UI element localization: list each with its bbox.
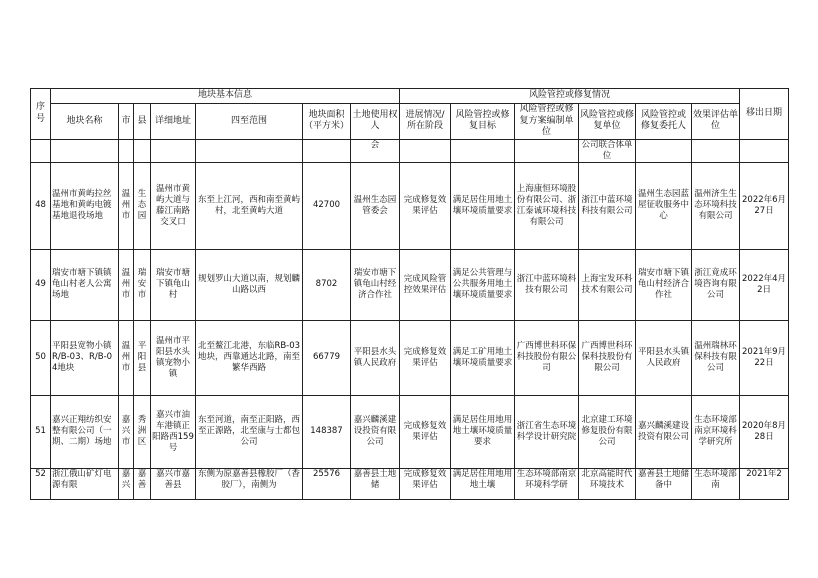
cell-client: 温州生态园蓝屋征收服务中心 xyxy=(636,162,692,249)
cell-owner: 嘉善县土地储 xyxy=(351,468,400,499)
cell-date: 2021年2 xyxy=(740,468,789,499)
cell-city: 温州市 xyxy=(119,162,134,249)
cell-stage: 完成风险管控效果评估 xyxy=(400,249,451,320)
cell-address: 温州市黄屿大道与藤江南路交叉口 xyxy=(151,162,196,249)
cell-goal: 满足居住用地用地土壤环境质量要求 xyxy=(451,395,515,468)
header-bounds: 四至范围 xyxy=(196,104,303,140)
cell-owner: 瑞安市塘下镇龟山村经济合作社 xyxy=(351,249,400,320)
table-row xyxy=(31,395,789,468)
cell-goal: 满足居住用地土壤环境质量要求 xyxy=(451,162,515,249)
cell-eval-unit: 浙江竟成环境咨询有限公司 xyxy=(692,249,740,320)
table-row xyxy=(31,320,789,395)
cell-area: 42700 xyxy=(303,162,351,249)
cell-no: 48 xyxy=(31,162,51,249)
cell-goal: 满足公共管理与公共服务用地土壤环境质量要求 xyxy=(451,249,515,320)
cell-bounds: 东至河道，南至正阳路，西至正源路，北至康与士都包公司 xyxy=(196,395,303,468)
cell-repair-unit: 北京建工环境修复股份有限公司 xyxy=(579,395,636,468)
cell-area: 148387 xyxy=(303,395,351,468)
cell-name: 温州市黄屿拉丝基地和黄屿电镀基地退役场地 xyxy=(51,162,119,249)
header-city: 市 xyxy=(119,104,134,140)
cell-repair-unit: 广西博世科环保科技股份有限公司 xyxy=(579,320,636,395)
cell-client: 嘉善县土地储备中 xyxy=(636,468,692,499)
cell-bounds: 东至上江河，西和南至黄屿村，北至黄屿大道 xyxy=(196,162,303,249)
cell-date: 2020年8月28日 xyxy=(740,395,789,468)
cell-client: 嘉兴麟溪建设投资有限公司 xyxy=(636,395,692,468)
table-row xyxy=(31,249,789,320)
continuation-owner: 会 xyxy=(351,139,400,162)
cell-date: 2022年4月2日 xyxy=(740,249,789,320)
cell-plan-unit: 广西博世科环保科技股份有限公司 xyxy=(515,320,579,395)
continuation-row xyxy=(31,139,789,162)
cell-plan-unit: 上海康恒环境股份有限公司、浙江泰诚环境科技有限公司 xyxy=(515,162,579,249)
header-basic-info: 地块基本信息 xyxy=(51,89,400,104)
cell-address: 温州市平阳县水头镇宠物小镇 xyxy=(151,320,196,395)
cell-address: 嘉兴市嘉善县 xyxy=(151,468,196,499)
cell-repair-unit: 上海宝发环科技术有限公司 xyxy=(579,249,636,320)
cell-name: 嘉兴正翔纺织安整有限公司（一期、二期）场地 xyxy=(51,395,119,468)
header-stage: 进展情况/所在阶段 xyxy=(400,104,451,140)
cell-no: 50 xyxy=(31,320,51,395)
header-risk-control: 风险管控或修复情况 xyxy=(400,89,740,104)
cell-eval-unit: 生态环境部南 xyxy=(692,468,740,499)
site-list-sheet xyxy=(30,88,789,500)
cell-stage: 完成修复效果评估 xyxy=(400,395,451,468)
cell-name: 平阳县宽物小镇R/B-03、R/B-04地块 xyxy=(51,320,119,395)
cell-stage: 完成修复效果评估 xyxy=(400,320,451,395)
site-table xyxy=(30,88,789,500)
header-row-group xyxy=(31,89,789,104)
cell-date: 2021年9月22日 xyxy=(740,320,789,395)
cell-city: 嘉兴市 xyxy=(119,395,134,468)
cell-owner: 温州生态园管委会 xyxy=(351,162,400,249)
header-county: 县 xyxy=(134,104,151,140)
cell-bounds: 北至鳌江北港，东临RB-03地块，西靠通达北路，南至繁华西路 xyxy=(196,320,303,395)
cell-client: 平阳县水头镇人民政府 xyxy=(636,320,692,395)
cell-address: 瑞安市塘下镇龟山村 xyxy=(151,249,196,320)
cell-stage: 完成修复效果评估 xyxy=(400,468,451,499)
table-row xyxy=(31,162,789,249)
cell-area: 25576 xyxy=(303,468,351,499)
cell-no: 49 xyxy=(31,249,51,320)
cell-owner: 平阳县水头镇人民政府 xyxy=(351,320,400,395)
cell-goal: 满足工矿用地土壤环境质量要求 xyxy=(451,320,515,395)
cell-date: 2022年6月27日 xyxy=(740,162,789,249)
header-exit-date: 移出日期 xyxy=(740,89,789,140)
cell-plan-unit: 生态环境部南京环境科学研 xyxy=(515,468,579,499)
cell-bounds: 东侧为原嘉善县橡胶厂（香胶厂），南侧为 xyxy=(196,468,303,499)
header-goal: 风险管控或修复目标 xyxy=(451,104,515,140)
header-owner: 土地使用权人 xyxy=(351,104,400,140)
cell-county: 瑞安市 xyxy=(134,249,151,320)
cell-city: 嘉兴 xyxy=(119,468,134,499)
header-area: 地块面积（平方米） xyxy=(303,104,351,140)
cell-plan-unit: 浙江省生态环境科学设计研究院 xyxy=(515,395,579,468)
cell-eval-unit: 温州瑞林环保科技有限公司 xyxy=(692,320,740,395)
cell-repair-unit: 北京高能时代环境技术 xyxy=(579,468,636,499)
cell-eval-unit: 生态环境部南京环境科学研究所 xyxy=(692,395,740,468)
cell-city: 温州市 xyxy=(119,249,134,320)
header-repair-unit: 风险管控或修复单位 xyxy=(579,104,636,140)
cell-no: 51 xyxy=(31,395,51,468)
cell-goal: 满足居住用地用地土壤 xyxy=(451,468,515,499)
header-client: 风险管控或修复委托人 xyxy=(636,104,692,140)
cell-area: 66779 xyxy=(303,320,351,395)
cell-no: 52 xyxy=(31,468,51,499)
cell-stage: 完成修复效果评估 xyxy=(400,162,451,249)
cell-city: 温州市 xyxy=(119,320,134,395)
cell-county: 嘉善 xyxy=(134,468,151,499)
cell-county: 生态园 xyxy=(134,162,151,249)
cell-repair-unit: 浙江中蓝环境科技有限公司 xyxy=(579,162,636,249)
header-eval-unit: 效果评估单位 xyxy=(692,104,740,140)
continuation-unit: 公司联合体单位 xyxy=(579,139,636,162)
header-seq: 序号 xyxy=(31,89,51,140)
header-address: 详细地址 xyxy=(151,104,196,140)
header-row-columns xyxy=(31,104,789,140)
header-site-name: 地块名称 xyxy=(51,104,119,140)
cell-plan-unit: 浙江中蓝环境科技有限公司 xyxy=(515,249,579,320)
cell-area: 8702 xyxy=(303,249,351,320)
header-plan-unit: 风险管控或修复方案编制单位 xyxy=(515,104,579,140)
cell-address: 嘉兴市油车港镇正阳路西159号 xyxy=(151,395,196,468)
cell-eval-unit: 温州济生生态环境科技有限公司 xyxy=(692,162,740,249)
cell-name: 瑞安市塘下镇镇龟山村老人公寓场地 xyxy=(51,249,119,320)
cell-county: 秀洲区 xyxy=(134,395,151,468)
cell-owner: 嘉兴麟溪建设投资有限公司 xyxy=(351,395,400,468)
cell-county: 平阳县 xyxy=(134,320,151,395)
cell-name: 浙江俄山矿灯电源有限 xyxy=(51,468,119,499)
cell-bounds: 规划罗山大道以南，规划麟山路以西 xyxy=(196,249,303,320)
cell-client: 瑞安市塘下镇龟山村经济合作社 xyxy=(636,249,692,320)
table-row xyxy=(31,468,789,499)
